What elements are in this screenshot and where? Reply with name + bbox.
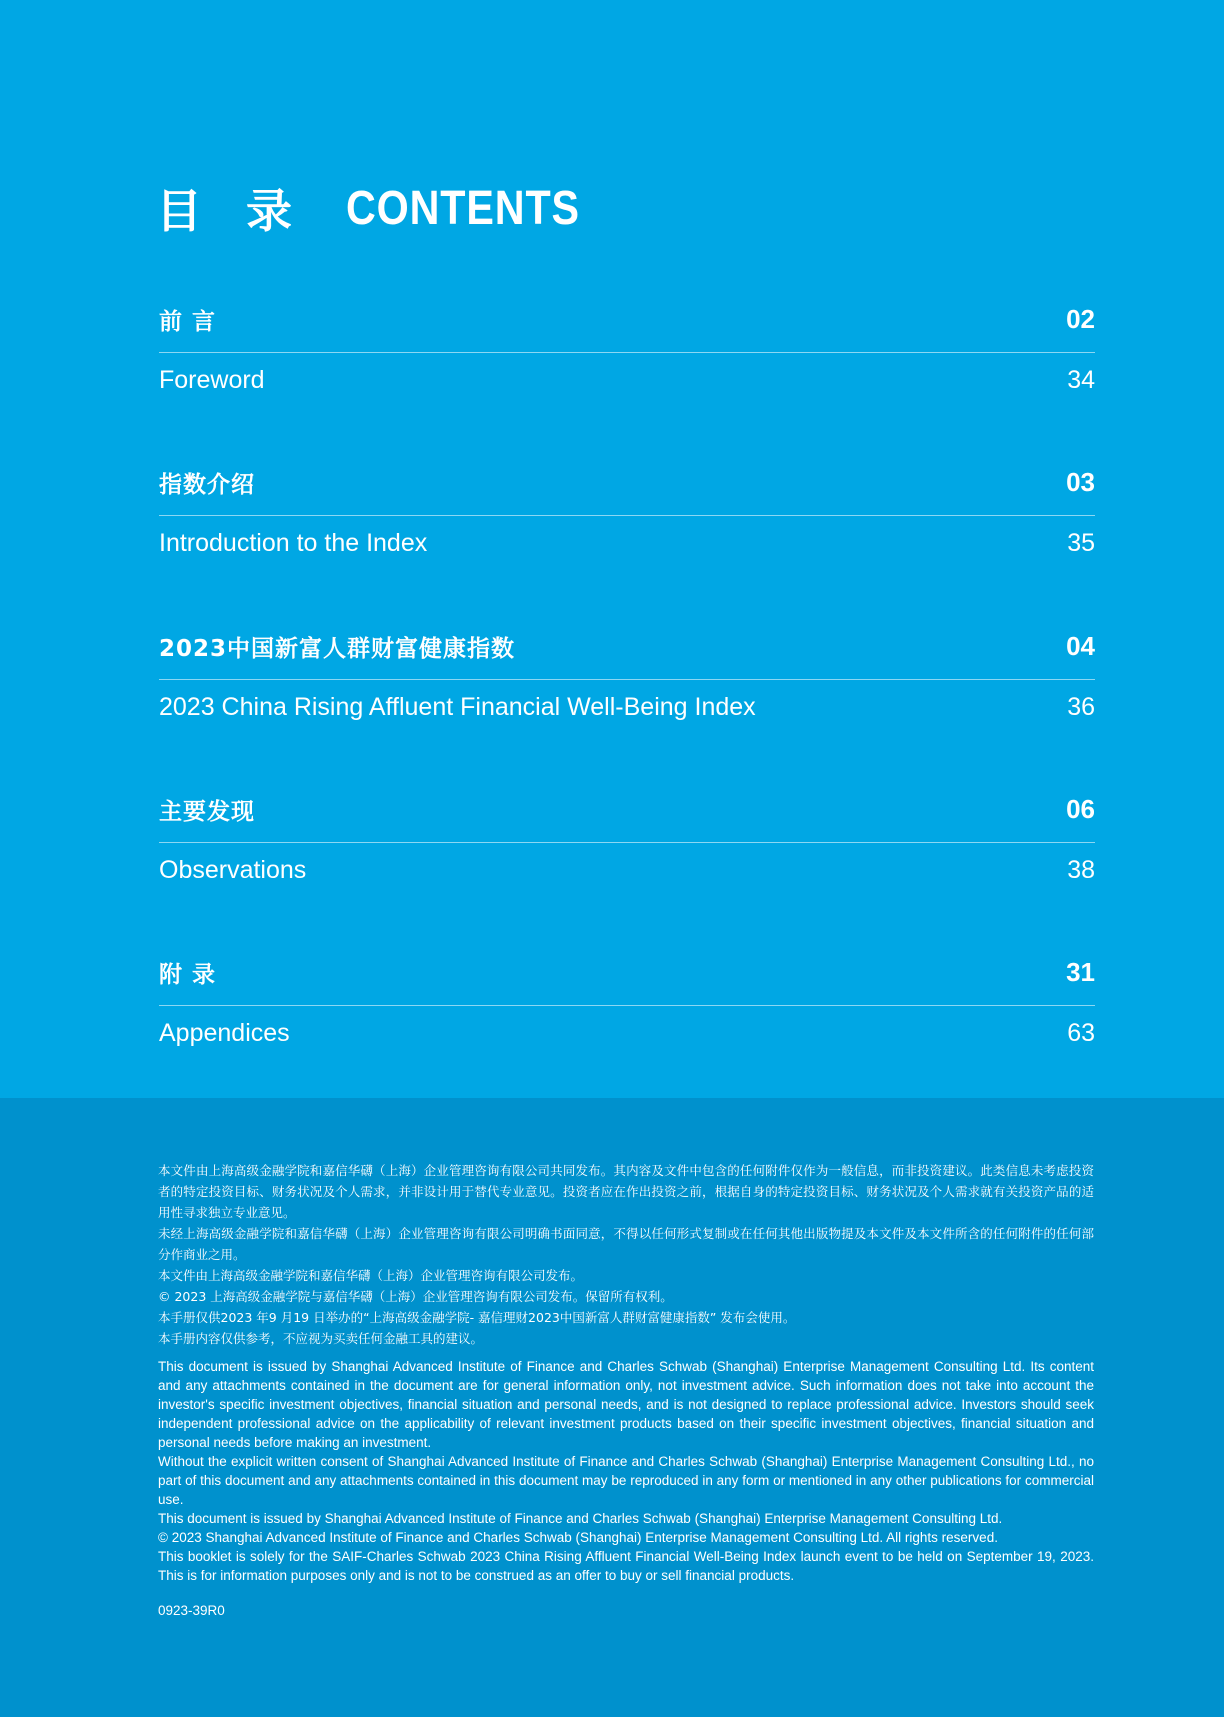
toc-divider [159, 1005, 1095, 1006]
toc-en-row[interactable] [159, 520, 1095, 566]
disclaimer [158, 1160, 1094, 1618]
toc-en-page: 36 [1067, 692, 1095, 721]
page-title [156, 178, 618, 238]
disclaimer-cn-paragraph: © 2023 上海高级金融学院与嘉信华礴（上海）企业管理咨询有限公司发布。保留所有权利。 [158, 1289, 673, 1304]
toc-cn-page: 03 [1066, 466, 1095, 497]
disclaimer-cn-paragraph: 未经上海高级金融学院和嘉信华礴（上海）企业管理咨询有限公司明确书面同意，不得以任何形式复制或在任何其他出版物提及本文件及本文件所含的任何附件的任何部分作商业之用。 [158, 1226, 1094, 1262]
disclaimer-cn [158, 1160, 1094, 1349]
toc-cn-row[interactable] [159, 950, 1095, 994]
disclaimer-en-paragraph: © 2023 Shanghai Advanced Institute of Finance and Charles Schwab (Shanghai) Enterprise Management Consulting Ltd. All rights reserved. [158, 1530, 998, 1545]
toc-en-page: 38 [1067, 855, 1095, 884]
toc-cn-row[interactable] [159, 460, 1095, 504]
toc-en-page: 35 [1067, 528, 1095, 557]
toc-en-label: Introduction to the Index [159, 528, 428, 557]
title-en: CONTENTS [346, 181, 580, 235]
toc-divider [159, 842, 1095, 843]
toc-en-row[interactable] [159, 684, 1095, 730]
toc-cn-label: 附 录 [159, 961, 217, 988]
toc-en-row[interactable] [159, 1010, 1095, 1056]
disclaimer-en-paragraph: This booklet is solely for the SAIF-Charles Schwab 2023 China Rising Affluent Financial Well-Being Index launch event to be held on September 19, 2023. This is for information purposes only and is not to be construed as an offer to buy or sell financial products. [158, 1549, 1094, 1583]
toc-divider [159, 515, 1095, 516]
disclaimer-cn-paragraph: 本手册内容仅供参考，不应视为买卖任何金融工具的建议。 [158, 1331, 484, 1346]
toc-cn-row[interactable] [159, 297, 1095, 341]
disclaimer-cn-paragraph: 本文件由上海高级金融学院和嘉信华礴（上海）企业管理咨询有限公司共同发布。其内容及文件中包含的任何附件仅作为一般信息，而非投资建议。此类信息未考虑投资者的特定投资目标、财务状况及个人需求，并非设计用于替代专业意见。投资者应在作出投资之前，根据自身的特定投资目标、财务状况及个人需求就有关投资产品的适用性寻求独立专业意见。 [158, 1163, 1094, 1220]
toc-en-label: 2023 China Rising Affluent Financial Well-Being Index [159, 692, 756, 721]
toc-cn-page: 04 [1066, 630, 1095, 661]
toc-cn-page: 31 [1066, 956, 1095, 987]
toc-cn-label: 主要发现 [159, 798, 255, 825]
disclaimer-en [158, 1357, 1094, 1585]
toc-divider [159, 352, 1095, 353]
disclaimer-en-paragraph: Without the explicit written consent of Shanghai Advanced Institute of Finance and Charles Schwab (Shanghai) Enterprise Management Consulting Ltd., no part of this document and any attachments contained in this document may be reproduced in any form or mentioned in any other publications for commercial use. [158, 1454, 1094, 1507]
toc-cn-page: 06 [1066, 793, 1095, 824]
disclaimer-en-paragraph: This document is issued by Shanghai Advanced Institute of Finance and Charles Schwab (Shanghai) Enterprise Management Consulting Ltd. Its content and any attachments contained in the document are for general information only, not investment advice. Such information does not take into account the investor's specific investment objectives, financial situation and personal needs, and is not designed to replace professional advice. Investors should seek independent professional advice on the applicability of relevant investment products based on their specific investment objectives, financial situation and personal needs before making an investment. [158, 1359, 1094, 1450]
disclaimer-cn-paragraph: 本文件由上海高级金融学院和嘉信华礴（上海）企业管理咨询有限公司发布。 [158, 1268, 584, 1283]
toc-cn-label: 2023中国新富人群财富健康指数 [159, 635, 516, 662]
document-code: 0923-39R0 [158, 1603, 225, 1618]
toc-cn-row[interactable] [159, 624, 1095, 668]
toc-divider [159, 679, 1095, 680]
toc-en-label: Observations [159, 855, 307, 884]
toc-en-page: 63 [1067, 1018, 1095, 1047]
toc-en-label: Foreword [159, 365, 265, 394]
disclaimer-cn-paragraph: 本手册仅供2023 年9 月19 日举办的“上海高级金融学院- 嘉信理财2023中国新富人群财富健康指数” 发布会使用。 [158, 1310, 796, 1325]
title-cn: 目 录 [156, 184, 307, 238]
toc-en-page: 34 [1067, 365, 1095, 394]
toc-cn-label: 指数介绍 [159, 471, 255, 498]
toc-en-row[interactable] [159, 847, 1095, 893]
toc-en-row[interactable] [159, 357, 1095, 403]
disclaimer-en-paragraph: This document is issued by Shanghai Advanced Institute of Finance and Charles Schwab (Shanghai) Enterprise Management Consulting Ltd. [158, 1511, 1003, 1526]
toc-cn-row[interactable] [159, 787, 1095, 831]
toc-en-label: Appendices [159, 1018, 290, 1047]
toc-cn-label: 前 言 [159, 308, 217, 335]
toc-cn-page: 02 [1066, 303, 1095, 334]
